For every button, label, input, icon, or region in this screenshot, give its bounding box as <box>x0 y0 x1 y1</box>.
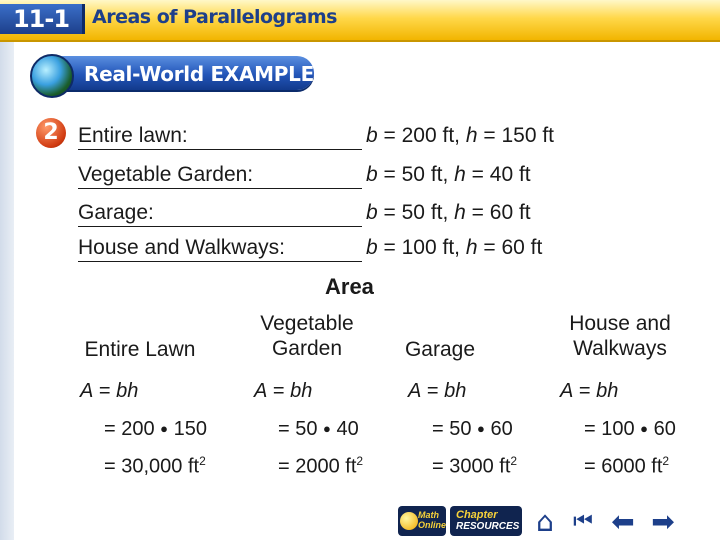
col4-formula: A = bh <box>560 380 619 402</box>
globe-icon <box>30 54 74 98</box>
column-title-entire-lawn: Entire Lawn <box>84 338 196 361</box>
col2-substitution: = 50 ● 40 <box>278 418 359 440</box>
home-icon[interactable]: ⌂ <box>536 505 554 538</box>
given-value-garage: b = 50 ft, h = 60 ft <box>366 201 531 224</box>
math-online-globe-icon <box>400 512 418 530</box>
math-online-label: Math Online <box>418 510 447 530</box>
col3-result: = 3000 $ft^2$ <box>432 454 518 478</box>
math-online-button[interactable] <box>398 506 446 536</box>
previous-arrow-icon[interactable]: ⬅ <box>611 505 635 538</box>
chapter-resources-button[interactable] <box>450 506 522 536</box>
col2-result: = 2000 $ft^2$ <box>278 454 364 478</box>
underline-house <box>78 261 362 262</box>
area-heading: Area <box>325 274 374 299</box>
col1-substitution: = 200 ● 150 <box>104 418 207 440</box>
lesson-title: Areas of Parallelograms <box>92 6 337 28</box>
column-title-vegetable-garden: Vegetable Garden <box>260 312 354 360</box>
chapter-resources-label-2: RESOURCES <box>456 521 520 532</box>
lesson-number: 11-1 <box>0 4 85 34</box>
col3-substitution: = 50 ● 60 <box>432 418 513 440</box>
step-number-badge: 2 <box>36 118 66 148</box>
given-value-house: b = 100 ft, h = 60 ft <box>366 236 543 259</box>
col2-formula: A = bh <box>254 380 313 402</box>
first-slide-icon[interactable]: ⏮ <box>573 509 593 534</box>
underline-garden <box>78 188 362 189</box>
next-arrow-icon[interactable]: ➡ <box>651 505 675 538</box>
given-label-lawn: Entire lawn: <box>78 124 188 147</box>
banner-text: Real-World EXAMPLE <box>84 62 314 86</box>
col1-result: = 30,000 $ft^2$ <box>104 454 206 478</box>
given-value-garden: b = 50 ft, h = 40 ft <box>366 163 531 186</box>
chapter-resources-label-1: Chapter <box>456 509 498 521</box>
given-label-house: House and Walkways: <box>78 236 285 259</box>
col3-formula: A = bh <box>408 380 467 402</box>
given-label-garage: Garage: <box>78 201 154 224</box>
column-title-garage: Garage <box>404 338 476 361</box>
left-decorative-strip <box>0 42 14 540</box>
col1-formula: A = bh <box>80 380 139 402</box>
given-label-garden: Vegetable Garden: <box>78 163 254 186</box>
col4-substitution: = 100 ● 60 <box>584 418 676 440</box>
underline-lawn <box>78 149 362 150</box>
underline-garage <box>78 226 362 227</box>
column-title-house-walkways: House and Walkways <box>569 312 671 360</box>
col4-result: = 6000 $ft^2$ <box>584 454 670 478</box>
given-value-lawn: b = 200 ft, h = 150 ft <box>366 124 555 147</box>
